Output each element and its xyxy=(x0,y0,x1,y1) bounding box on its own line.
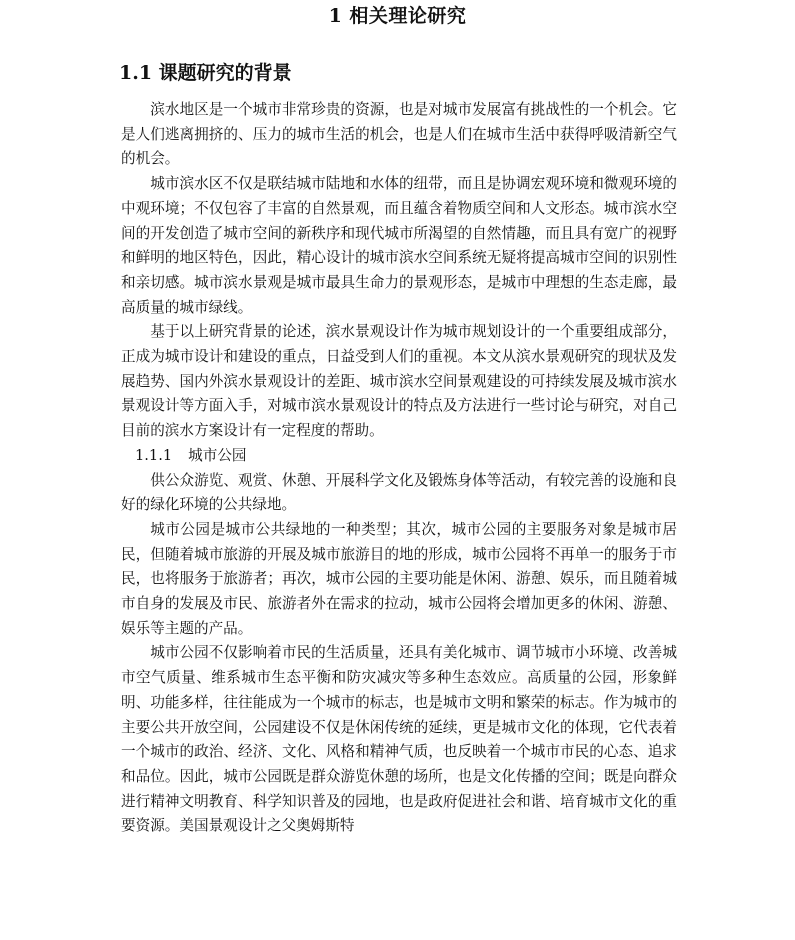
paragraph: 滨水地区是一个城市非常珍贵的资源，也是对城市发展富有挑战性的一个机会。它是人们逃离拥挤的、压力的城市生活的机会，也是人们在城市生活中获得呼吸清新空气的机会。 xyxy=(121,101,677,168)
paragraph: 供公众游览、观赏、休憩、开展科学文化及锻炼身体等活动，有较完善的设施和良好的绿化环境的公共绿地。 xyxy=(121,471,677,514)
chapter-title: 1 相关理论研究 xyxy=(328,5,467,27)
paragraph: 基于以上研究背景的论述，滨水景观设计作为城市规划设计的一个重要组成部分，正成为城市设计和建设的重点，日益受到人们的重视。本文从滨水景观研究的现状及发展趋势、国内外滨水景观设计的差距、城市滨水空间景观建设的可持续发展及城市滨水景观设计等方面入手，对城市滨水景观设计的特点及方法进行一些讨论与研究，对自己目前的滨水方案设计有一定程度的帮助。 xyxy=(121,323,677,440)
subsection-number: 1.1.1 xyxy=(135,446,173,464)
paragraph: 城市滨水区不仅是联结城市陆地和水体的纽带，而且是协调宏观环境和微观环境的中观环境；不仅包容了丰富的自然景观，而且蕴含着物质空间和人文形态。城市滨水空间的开发创造了城市空间的新秩序和现代城市所渴望的自然情趣，而且具有宽广的视野和鲜明的地区特色，因此，精心设计的城市滨水空间系统无疑将提高城市空间的识别性和亲切感。城市滨水景观是城市最具生命力的景观形态，是城市中理想的生态走廊，最高质量的城市绿线。 xyxy=(121,175,677,316)
body-text xyxy=(121,98,677,839)
paragraph: 城市公园是城市公共绿地的一种类型；其次，城市公园的主要服务对象是城市居民，但随着城市旅游的开展及城市旅游目的地的形成，城市公园将不再单一的服务于市民，也将服务于旅游者；再次，城市公园的主要功能是休闲、游憩、娱乐，而且随着城市自身的发展及市民、旅游者外在需求的拉动，城市公园将会增加更多的休闲、游憩、娱乐等主题的产品。 xyxy=(121,520,677,637)
paragraph: 城市公园不仅影响着市民的生活质量，还具有美化城市、调节城市小环境、改善城市空气质量、维系城市生态平衡和防灾减灾等多种生态效应。高质量的公园，形象鲜明、功能多样，往往能成为一个城市的标志，也是城市文明和繁荣的标志。作为城市的主要公共开放空间，公园建设不仅是休闲传统的延续，更是城市文化的体现，它代表着一个城市的政治、经济、文化、风格和精神气质，也反映着一个城市市民的心态、追求和品位。因此，城市公园既是群众游览休憩的场所，也是文化传播的空间；既是向群众进行精神文明教育、科学知识普及的园地，也是政府促进社会和谐、培育城市文化的重要资源。美国景观设计之父奥姆斯特 xyxy=(121,644,677,835)
section-heading: 1.1 课题研究的背景 xyxy=(119,62,292,84)
subsection-title: 城市公园 xyxy=(188,446,247,464)
subsection-heading xyxy=(135,444,677,469)
